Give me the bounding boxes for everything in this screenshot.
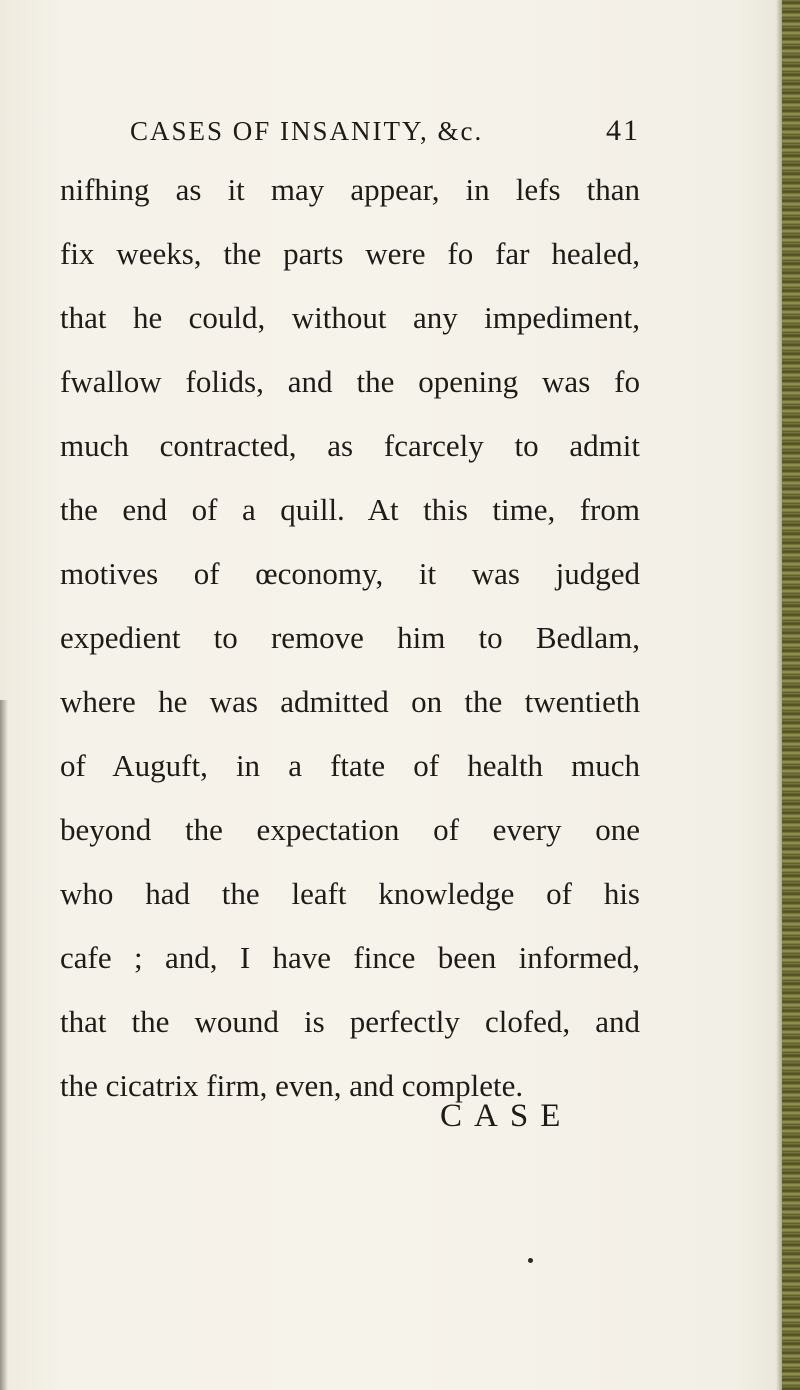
text-line: of Auguft, in a ftate of health much [60,748,640,783]
page-number: 41 [606,114,640,147]
text-line: much contracted, as fcarcely to admit [60,428,640,463]
text-line: who had the leaft knowledge of his [60,876,640,911]
text-line: where he was admitted on the twentieth [60,684,640,719]
text-line: fix weeks, the parts were fo far healed, [60,236,640,271]
text-line: fwallow folids, and the opening was fo [60,364,640,399]
body-text [60,158,640,1118]
section-heading: CASE [440,1098,573,1134]
text-line: beyond the expectation of every one [60,812,640,847]
text-line: that he could, without any impediment, [60,300,640,335]
binding-shadow [776,0,782,1390]
text-line: cafe ; and, I have fince been informed, [60,940,640,975]
binding-gutter [782,0,800,1390]
running-head-title: CASES OF INSANITY, &c. [130,116,484,146]
ink-speck [528,1258,533,1263]
text-line: the cicatrix firm, even, and complete. [60,1068,524,1103]
text-line: motives of œconomy, it was judged [60,556,640,591]
text-line: expedient to remove him to Bedlam, [60,620,640,655]
left-edge-shadow [0,700,8,1390]
text-line: the end of a quill. At this time, from [60,492,640,527]
text-line: that the wound is perfectly clofed, and [60,1004,640,1039]
text-line: nifhing as it may appear, in lefs than [60,172,640,207]
running-head [130,112,640,152]
